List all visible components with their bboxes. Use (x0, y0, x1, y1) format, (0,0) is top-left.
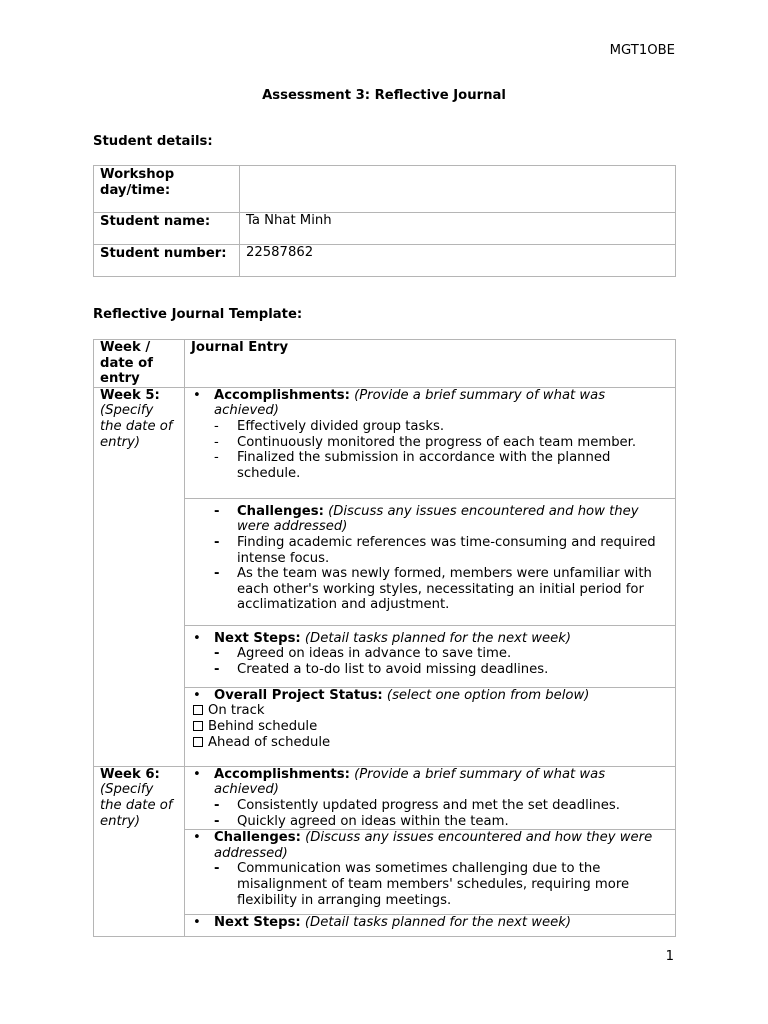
item-text: Effectively divided group tasks. (237, 418, 445, 434)
list-item (191, 504, 669, 535)
dash-marker: - (214, 813, 220, 829)
student-number-label: Student number: (94, 245, 240, 277)
table-row (94, 213, 676, 245)
list-item (191, 535, 669, 566)
bullet-marker: • (193, 915, 201, 931)
list-item (191, 798, 669, 814)
dash-marker: - (214, 661, 220, 677)
list-item (191, 688, 669, 704)
dash-marker: - (214, 503, 220, 519)
section-hint: (Provide a brief summary of what was achieved) (214, 387, 606, 419)
challenges-cell[interactable] (185, 830, 676, 915)
list-item (191, 566, 669, 613)
option-label: On track (208, 703, 265, 719)
status-option-ahead-of-schedule[interactable] (191, 735, 669, 751)
template-heading: Reflective Journal Template: (93, 307, 303, 322)
section-title: Challenges: (214, 830, 301, 846)
dash-marker: - (214, 450, 219, 466)
course-code: MGT1OBE (609, 43, 675, 58)
bullet-marker: • (193, 687, 201, 703)
item-text: Quickly agreed on ideas within the team. (237, 813, 509, 829)
section-title: Challenges: (237, 503, 324, 519)
item-text: Finalized the submission in accordance with the planned schedule. (237, 450, 611, 481)
week-note: (Specify the date of entry) (100, 403, 173, 450)
list-item (191, 631, 669, 647)
bullet-marker: • (193, 387, 201, 403)
section-title: Next Steps: (214, 630, 301, 646)
checkbox[interactable] (193, 705, 203, 715)
item-text: Communication was sometimes challenging due to the misalignment of team members' schedules, requiring more flexibility in arranging meetings. (237, 861, 630, 908)
status-option-behind-schedule[interactable] (191, 719, 669, 735)
student-details-table (93, 165, 676, 277)
workshop-label: Workshop day/time: (94, 166, 240, 213)
bullet-marker: • (193, 830, 201, 846)
section-title: Overall Project Status: (214, 687, 383, 703)
item-text: As the team was newly formed, members were unfamiliar with each other's working styles, necessitating an initial period for acclimatization and adjustment. (237, 566, 652, 613)
list-item (191, 915, 669, 931)
list-item (191, 646, 669, 662)
section-hint: (Discuss any issues encountered and how they were addressed) (214, 830, 653, 861)
table-row (94, 245, 676, 277)
section-hint: (Discuss any issues encountered and how they were addressed) (237, 503, 639, 535)
accomplishments-cell[interactable] (185, 766, 676, 829)
dash-marker: - (214, 566, 220, 582)
list-item (191, 388, 669, 419)
dash-marker: - (214, 418, 219, 434)
page-number: 1 (665, 949, 674, 964)
dash-marker: - (214, 646, 220, 662)
next-steps-cell[interactable] (185, 625, 676, 687)
dash-marker: - (214, 861, 220, 877)
list-item (191, 662, 669, 678)
journal-table (93, 339, 676, 937)
student-details-heading: Student details: (93, 134, 213, 149)
week-note: (Specify the date of entry) (100, 782, 173, 829)
section-title: Next Steps: (214, 915, 301, 931)
dash-marker: - (214, 797, 220, 813)
dash-marker: - (214, 434, 219, 450)
list-item (191, 450, 669, 481)
list-item (191, 814, 669, 830)
section-title: Accomplishments: (214, 766, 350, 782)
item-text: Finding academic references was time-consuming and required intense focus. (237, 534, 656, 566)
week-6-cell (94, 766, 185, 936)
table-row (94, 766, 676, 829)
section-hint: (Detail tasks planned for the next week) (304, 630, 572, 646)
document-title: Assessment 3: Reflective Journal (262, 88, 506, 103)
bullet-marker: • (193, 766, 201, 782)
item-text: Consistently updated progress and met the set deadlines. (237, 797, 620, 813)
entry-column-header: Journal Entry (185, 340, 676, 388)
student-number-value[interactable]: 22587862 (240, 245, 676, 277)
list-item (191, 419, 669, 435)
list-item (191, 435, 669, 451)
dash-marker: - (214, 534, 220, 550)
student-name-value[interactable]: Ta Nhat Minh (240, 213, 676, 245)
week-column-header: Week / date of entry (94, 340, 185, 388)
challenges-cell[interactable] (185, 498, 676, 625)
section-hint: (Detail tasks planned for the next week) (304, 915, 572, 931)
checkbox[interactable] (193, 721, 203, 731)
item-text: Continuously monitored the progress of each team member. (237, 434, 637, 450)
week-label: Week 6: (100, 766, 160, 782)
list-item (191, 861, 669, 908)
bullet-marker: • (193, 630, 201, 646)
section-hint: (Provide a brief summary of what was achieved) (214, 766, 606, 798)
next-steps-cell[interactable] (185, 915, 676, 937)
table-row (94, 387, 676, 498)
item-text: Created a to-do list to avoid missing deadlines. (237, 661, 549, 677)
item-text: Agreed on ideas in advance to save time. (237, 646, 512, 662)
option-label: Ahead of schedule (208, 734, 331, 750)
workshop-value[interactable] (240, 166, 676, 213)
student-name-label: Student name: (94, 213, 240, 245)
option-label: Behind schedule (208, 718, 318, 734)
week-5-cell (94, 387, 185, 766)
list-item (191, 767, 669, 798)
table-row (94, 340, 676, 388)
accomplishments-cell[interactable] (185, 387, 676, 498)
week-label: Week 5: (100, 387, 160, 403)
checkbox[interactable] (193, 737, 203, 747)
section-title: Accomplishments: (214, 387, 350, 403)
section-hint: (select one option from below) (386, 687, 590, 703)
list-item (191, 830, 669, 861)
status-cell (185, 687, 676, 766)
status-option-on-track[interactable] (191, 703, 669, 719)
table-row (94, 166, 676, 213)
